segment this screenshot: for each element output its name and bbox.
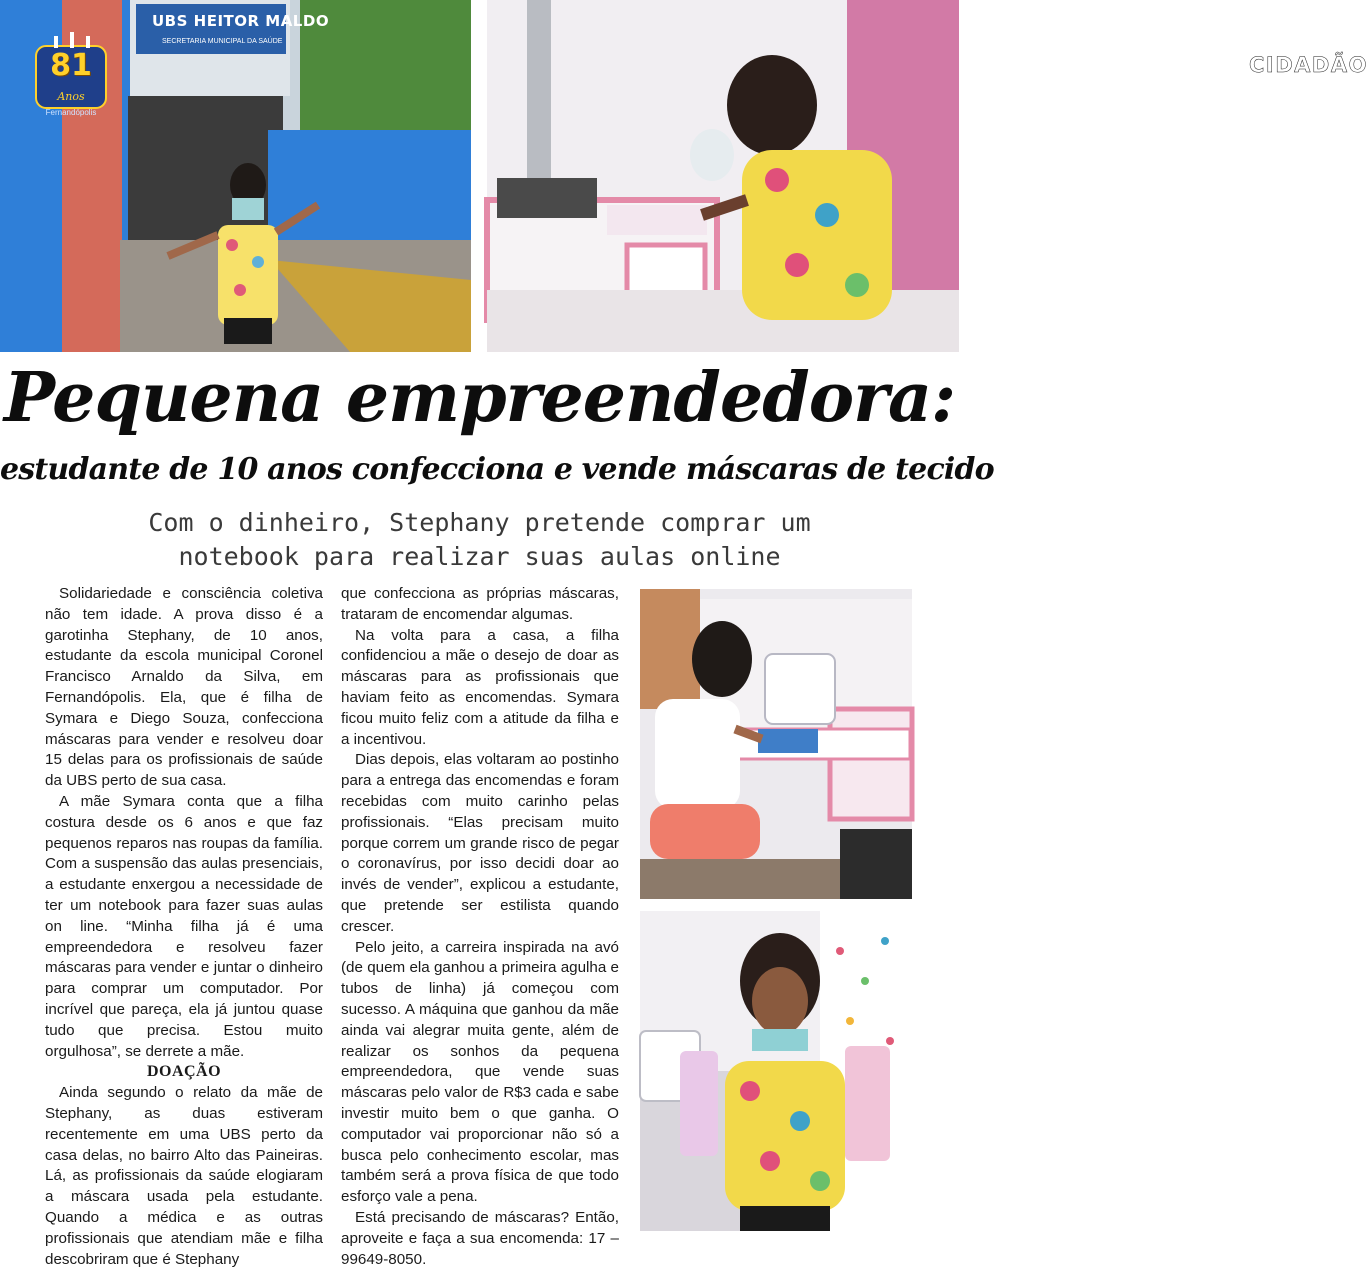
anniversary-city: Fernandópolis	[45, 108, 97, 117]
article-paragraph: Solidariedade e consciência coletiva não tem idade. A prova disso é a garotinha Stephany, de 10 anos, estudante da escola municipal Coronel Francisco Arnaldo da Silva, em Fernandópolis. Ela, que é filha de Symara e Diego Souza, confecciona máscaras para vender e resolveu doar 15 delas para os profissionais de saúde da UBS perto de sua casa.	[45, 585, 323, 790]
article-paragraph: Dias depois, elas voltaram ao postinho para a entrega das encomendas e foram recebidas com muito carinho pelas profissionais. “Elas precisam muito porque correm um grande risco de pegar o coronavírus, por isso decidi doar ao invés de vender”, explicou a estudante, que pretende ser estilista quando crescer.	[341, 751, 619, 935]
article-paragraph: Está precisando de máscaras? Então, aproveite e faça a sua encomenda: 17 – 99649-8050.	[341, 1208, 619, 1268]
ubs-sign-name: UBS HEITOR MALDO	[152, 12, 330, 30]
deck-line-1: Com o dinheiro, Stephany pretende comprar um	[148, 508, 811, 537]
photo-girl-sewing	[487, 0, 1368, 352]
anniversary-number: 81	[50, 48, 92, 83]
article-paragraph: Ainda segundo o relato da mãe de Stephany, as duas estiveram recentemente em uma UBS perto da casa delas, no bairro Alto das Paineiras. Lá, as profissionais da saúde elogiaram a máscara usada pela estudante. Quando a médica e as outras profissionais que atendiam mãe e filha descobriram que é Stephany	[45, 1084, 323, 1268]
photo-girl-at-sewing-machine	[640, 589, 912, 899]
deck-line-2: notebook para realizar suas aulas online	[178, 542, 781, 571]
anniversary-badge	[30, 32, 112, 124]
brand-small-label: Jornal	[1251, 45, 1276, 54]
article-paragraph-continuation: que confecciona as próprias máscaras, trataram de encomendar algumas.	[341, 585, 619, 623]
article-column-2	[341, 584, 619, 1270]
article-paragraph: Pelo jeito, a carreira inspirada na avó (de quem ela ganhou a primeira agulha e tubos de linha) já começou com sucesso. A máquina que ganhou da mãe ainda vai alegrar muita gente, além de realizar os sonhos da pequena empreendedora, que vende suas máscaras pelo valor de R$3 cada e sabe investir muito bem o que ganha. O computador vai proporcionar não só a busca pelo conhecimento escolar, mas também será a prova física de que todo esforço vale a pena.	[341, 938, 619, 1206]
headline-sub: estudante de 10 anos confecciona e vende máscaras de tecido	[0, 452, 994, 487]
photo-girl-at-ubs	[0, 0, 471, 352]
article-paragraph: Na volta para a casa, a filha confidenciou a mãe o desejo de doar as máscaras para as profissionais que haviam feito as encomendas. Symara ficou muito feliz com a atitude da filha e a incentivou.	[341, 626, 619, 748]
section-subhead: DOAÇÃO	[146, 1063, 222, 1081]
headline-main: Pequena empreendedora:	[3, 358, 956, 438]
article-paragraph: A mãe Symara conta que a filha costura desde os 6 anos e que faz pequenos reparos nas roupas da família. Com a suspensão das aulas presenciais, a estudante enxergou a necessidade de ter um notebook para fazer suas aulas on line. “Minha filha já é uma empreendedora e resolveu fazer máscaras para vender e juntar o dinheiro para comprar um computador. Por incrível que pareça, ela já juntou quase tudo que precisa. Estou muito orgulhosa”, se derrete a mãe.	[45, 792, 323, 1060]
ubs-sign	[138, 4, 330, 54]
photo-girl-holding-masks	[640, 911, 912, 1231]
anniversary-word: Anos	[57, 90, 85, 103]
ubs-sign-subtitle: SECRETARIA MUNICIPAL DA SAÚDE	[162, 38, 283, 45]
brand-logo: CIDADÃO	[1249, 53, 1368, 77]
article-column-1	[45, 584, 323, 1270]
